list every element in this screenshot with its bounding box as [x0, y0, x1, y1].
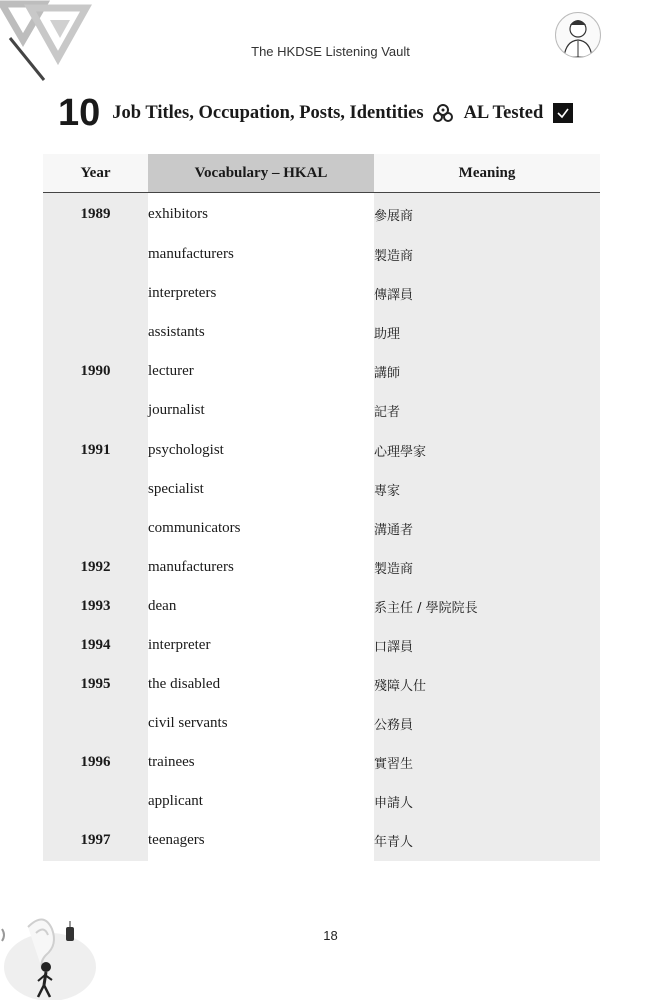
cell-year [43, 470, 148, 509]
cell-meaning: 實習生 [374, 743, 600, 782]
checkbox-checked-icon [553, 103, 573, 123]
cell-year: 1996 [43, 743, 148, 782]
cell-meaning: 講師 [374, 352, 600, 391]
cell-vocabulary: dean [148, 587, 374, 626]
ear-listener-illustration [0, 905, 100, 1000]
cell-meaning: 製造商 [374, 548, 600, 587]
column-header-meaning: Meaning [374, 154, 600, 193]
cell-vocabulary: applicant [148, 782, 374, 821]
cell-vocabulary: assistants [148, 313, 374, 352]
cell-year: 1993 [43, 587, 148, 626]
cell-year: 1992 [43, 548, 148, 587]
table-row [43, 509, 600, 548]
section-title: Job Titles, Occupation, Posts, Identities [112, 102, 424, 123]
cell-year [43, 391, 148, 430]
cell-meaning: 年青人 [374, 821, 600, 860]
table-body [43, 193, 600, 861]
table-row [43, 743, 600, 782]
section-number: 10 [58, 91, 101, 134]
cell-year [43, 235, 148, 274]
cell-year: 1989 [43, 193, 148, 236]
table-row [43, 235, 600, 274]
cell-meaning: 口譯員 [374, 626, 600, 665]
table-row [43, 665, 600, 704]
cell-vocabulary: civil servants [148, 704, 374, 743]
cell-vocabulary: interpreter [148, 626, 374, 665]
table-row [43, 626, 600, 665]
cell-year: 1995 [43, 665, 148, 704]
cell-year: 1997 [43, 821, 148, 860]
table-row [43, 548, 600, 587]
cell-meaning: 記者 [374, 391, 600, 430]
cell-vocabulary: specialist [148, 470, 374, 509]
medal-icon [432, 102, 454, 124]
cell-year [43, 313, 148, 352]
table-row [43, 470, 600, 509]
cell-vocabulary: lecturer [148, 352, 374, 391]
cell-year [43, 782, 148, 821]
cell-vocabulary: communicators [148, 509, 374, 548]
running-title: The HKDSE Listening Vault [251, 44, 410, 59]
cell-vocabulary: exhibitors [148, 193, 374, 236]
table-row [43, 193, 600, 236]
page-number: 18 [323, 928, 338, 943]
cell-vocabulary: the disabled [148, 665, 374, 704]
cell-meaning: 傳譯員 [374, 274, 600, 313]
cell-meaning: 公務員 [374, 704, 600, 743]
table-row [43, 313, 600, 352]
cell-meaning: 參展商 [374, 193, 600, 236]
cell-year [43, 509, 148, 548]
cell-meaning: 系主任 / 學院院長 [374, 587, 600, 626]
cell-year [43, 274, 148, 313]
avatar [555, 12, 601, 58]
cell-vocabulary: manufacturers [148, 235, 374, 274]
table-row [43, 821, 600, 860]
cell-year [43, 704, 148, 743]
table-row [43, 587, 600, 626]
cell-meaning: 助理 [374, 313, 600, 352]
triangle-logo-icon [0, 0, 92, 82]
cell-meaning: 心理學家 [374, 430, 600, 469]
tested-label: AL Tested [463, 102, 544, 123]
cell-meaning: 申請人 [374, 782, 600, 821]
section-heading [58, 90, 573, 136]
cell-meaning: 專家 [374, 470, 600, 509]
cell-vocabulary: manufacturers [148, 548, 374, 587]
cell-vocabulary: interpreters [148, 274, 374, 313]
cell-vocabulary: trainees [148, 743, 374, 782]
vocabulary-table [43, 154, 600, 861]
cell-vocabulary: journalist [148, 391, 374, 430]
cell-meaning: 殘障人仕 [374, 665, 600, 704]
table-row [43, 352, 600, 391]
table-row [43, 274, 600, 313]
cell-year: 1991 [43, 430, 148, 469]
cell-year: 1994 [43, 626, 148, 665]
cell-vocabulary: psychologist [148, 430, 374, 469]
column-header-year: Year [43, 154, 148, 193]
table-row [43, 430, 600, 469]
cell-meaning: 溝通者 [374, 509, 600, 548]
table-row [43, 782, 600, 821]
table-row [43, 704, 600, 743]
column-header-vocabulary: Vocabulary – HKAL [148, 154, 374, 193]
cell-meaning: 製造商 [374, 235, 600, 274]
table-row [43, 391, 600, 430]
cell-vocabulary: teenagers [148, 821, 374, 860]
table-header-row [43, 154, 600, 193]
cell-year: 1990 [43, 352, 148, 391]
